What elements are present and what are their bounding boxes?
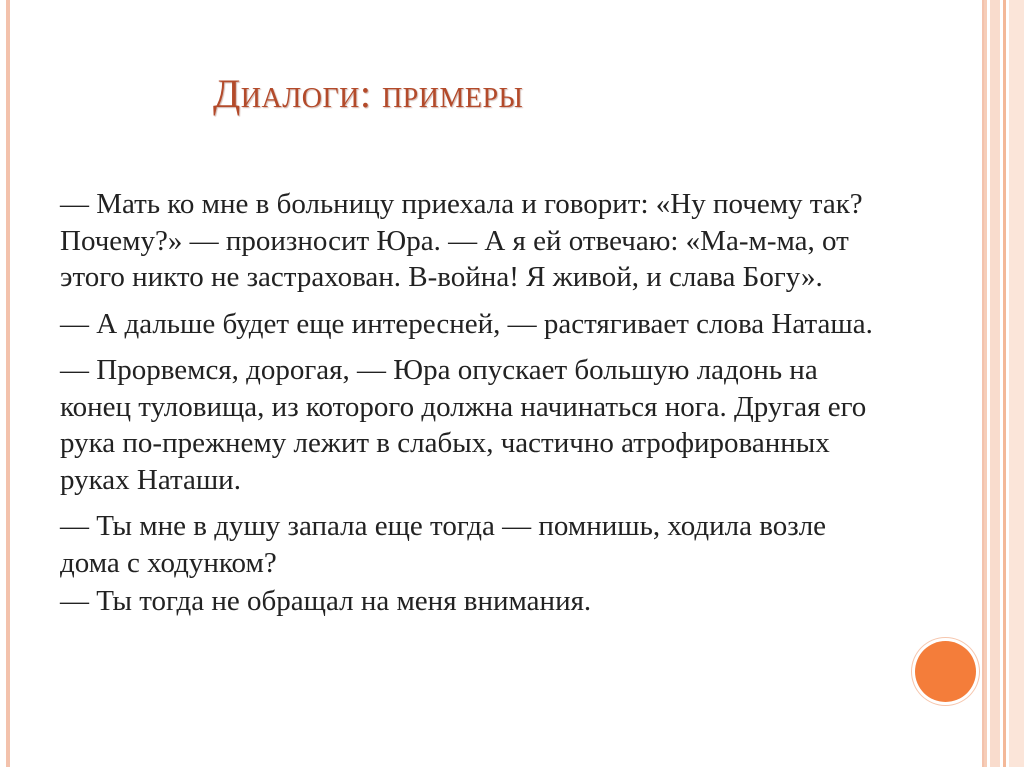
decorative-stripes bbox=[984, 0, 1024, 767]
orange-circle-decoration bbox=[915, 641, 976, 702]
dialogue-paragraph-2: — А дальше будет еще интересней, — растягивает слова Наташа. bbox=[60, 307, 873, 340]
dialogue-paragraph-5: — Ты тогда не обращал на меня внимания. bbox=[60, 585, 592, 617]
slide-title: Диалоги: примеры bbox=[213, 71, 524, 116]
dialogue-paragraph-4: — Ты мне в душу запала еще тогда — помнишь, ходила возле дома с ходунком? bbox=[60, 510, 827, 579]
dialogue-paragraph-3: — Прорвемся, дорогая, — Юра опускает большую ладонь на конец туловища, из которого должна начинаться нога. Другая его рука по-прежнему лежит в слабых, частично атрофированных руках Наташи. bbox=[60, 354, 867, 496]
dialogue-paragraph-1: — Мать ко мне в больницу приехала и говорит: «Ну почему так? Почему?» — произносит Юра. — А я ей отвечаю: «Ма-м-ма, от этого никто не застрахован. В-война! Я живой, и слава Богу». bbox=[60, 188, 863, 293]
slide-body bbox=[60, 186, 890, 630]
